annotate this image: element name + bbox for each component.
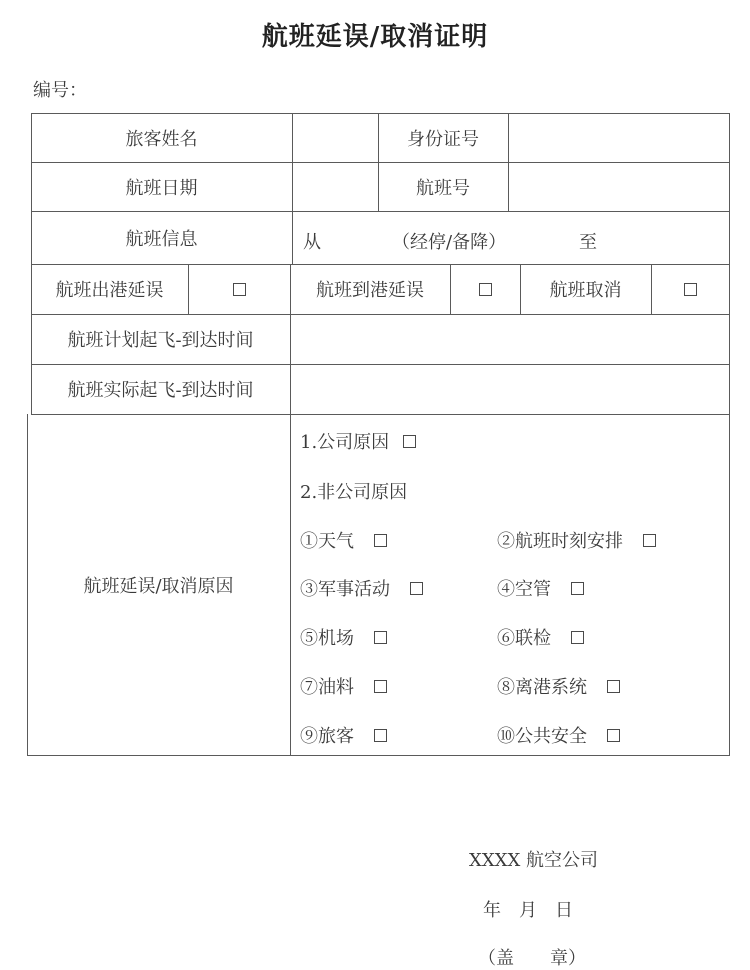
flight-number-label: 航班号 — [416, 177, 470, 199]
reason-item-text: ②航班时刻安排 — [497, 531, 623, 552]
departure-delay-label: 航班出港延误 — [55, 280, 164, 301]
reason-item[interactable] — [497, 673, 620, 699]
seal-line: （盖 章） — [478, 948, 586, 969]
id-number-label: 身份证号 — [407, 128, 479, 150]
reason-item[interactable] — [300, 624, 387, 650]
cancel-label: 航班取消 — [549, 280, 622, 301]
reason-schedule-checkbox[interactable] — [643, 534, 656, 547]
flight-info-to: 至 — [579, 232, 597, 253]
reason-company-text: 1.公司原因 — [300, 432, 390, 453]
cancel-checkbox[interactable] — [684, 283, 697, 296]
flight-number-field[interactable] — [508, 162, 729, 211]
flight-info-label: 航班信息 — [125, 228, 198, 250]
departure-delay-checkbox-cell[interactable] — [188, 264, 290, 314]
reason-item-text: ⑦油料 — [300, 677, 354, 698]
reason-airport-checkbox[interactable] — [374, 631, 387, 644]
reason-item-text: ⑤机场 — [300, 628, 354, 649]
reason-fuel-checkbox[interactable] — [374, 680, 387, 693]
cancel-checkbox-cell[interactable] — [651, 264, 729, 314]
flight-date-label: 航班日期 — [125, 177, 198, 199]
reason-company-checkbox[interactable] — [403, 435, 416, 448]
passenger-name-label: 旅客姓名 — [125, 128, 198, 150]
reason-item-text: ⑥联检 — [497, 628, 551, 649]
reason-inspection-checkbox[interactable] — [571, 631, 584, 644]
reason-item-text: ⑧离港系统 — [497, 677, 587, 698]
scheduled-time-field[interactable] — [290, 314, 729, 364]
reason-item[interactable] — [497, 722, 620, 748]
flight-info-via: （经停/备降） — [392, 232, 507, 253]
reason-item-text: ④空管 — [497, 579, 551, 600]
reason-atc-checkbox[interactable] — [571, 582, 584, 595]
issuer-company: XXXX 航空公司 — [469, 850, 598, 871]
reason-item[interactable] — [497, 527, 656, 553]
reason-item[interactable] — [300, 722, 387, 748]
reason-item[interactable] — [300, 673, 387, 699]
reason-departure-system-checkbox[interactable] — [607, 680, 620, 693]
reason-item-text: ⑨旅客 — [300, 726, 354, 747]
flight-info-from: 从 — [303, 232, 321, 253]
reason-item-text: ③军事活动 — [300, 579, 390, 600]
reason-non-company: 2.非公司原因 — [300, 482, 408, 503]
flight-date-field[interactable] — [292, 162, 378, 211]
issue-date: 年 月 日 — [483, 900, 573, 921]
departure-delay-checkbox[interactable] — [233, 283, 246, 296]
reason-item[interactable] — [497, 575, 584, 601]
arrival-delay-label: 航班到港延误 — [316, 280, 424, 301]
reason-company[interactable] — [300, 428, 416, 454]
reason-item[interactable] — [300, 575, 423, 601]
reason-weather-checkbox[interactable] — [374, 534, 387, 547]
reason-item[interactable] — [497, 624, 584, 650]
actual-time-field[interactable] — [290, 364, 729, 414]
passenger-name-field[interactable] — [292, 113, 378, 162]
reason-military-checkbox[interactable] — [410, 582, 423, 595]
reason-public-safety-checkbox[interactable] — [607, 729, 620, 742]
reason-label: 航班延误/取消原因 — [83, 575, 234, 597]
reason-item[interactable] — [300, 527, 387, 553]
serial-number-label: 编号： — [33, 80, 87, 101]
document-title: 航班延误/取消证明 — [261, 22, 489, 52]
actual-time-label: 航班实际起飞-到达时间 — [67, 380, 254, 401]
reason-item-text: ①天气 — [300, 531, 354, 552]
id-number-field[interactable] — [508, 113, 729, 162]
reason-passenger-checkbox[interactable] — [374, 729, 387, 742]
reason-item-text: ⑩公共安全 — [497, 726, 587, 747]
scheduled-time-label: 航班计划起飞-到达时间 — [67, 330, 254, 351]
arrival-delay-checkbox[interactable] — [479, 283, 492, 296]
arrival-delay-checkbox-cell[interactable] — [450, 264, 520, 314]
